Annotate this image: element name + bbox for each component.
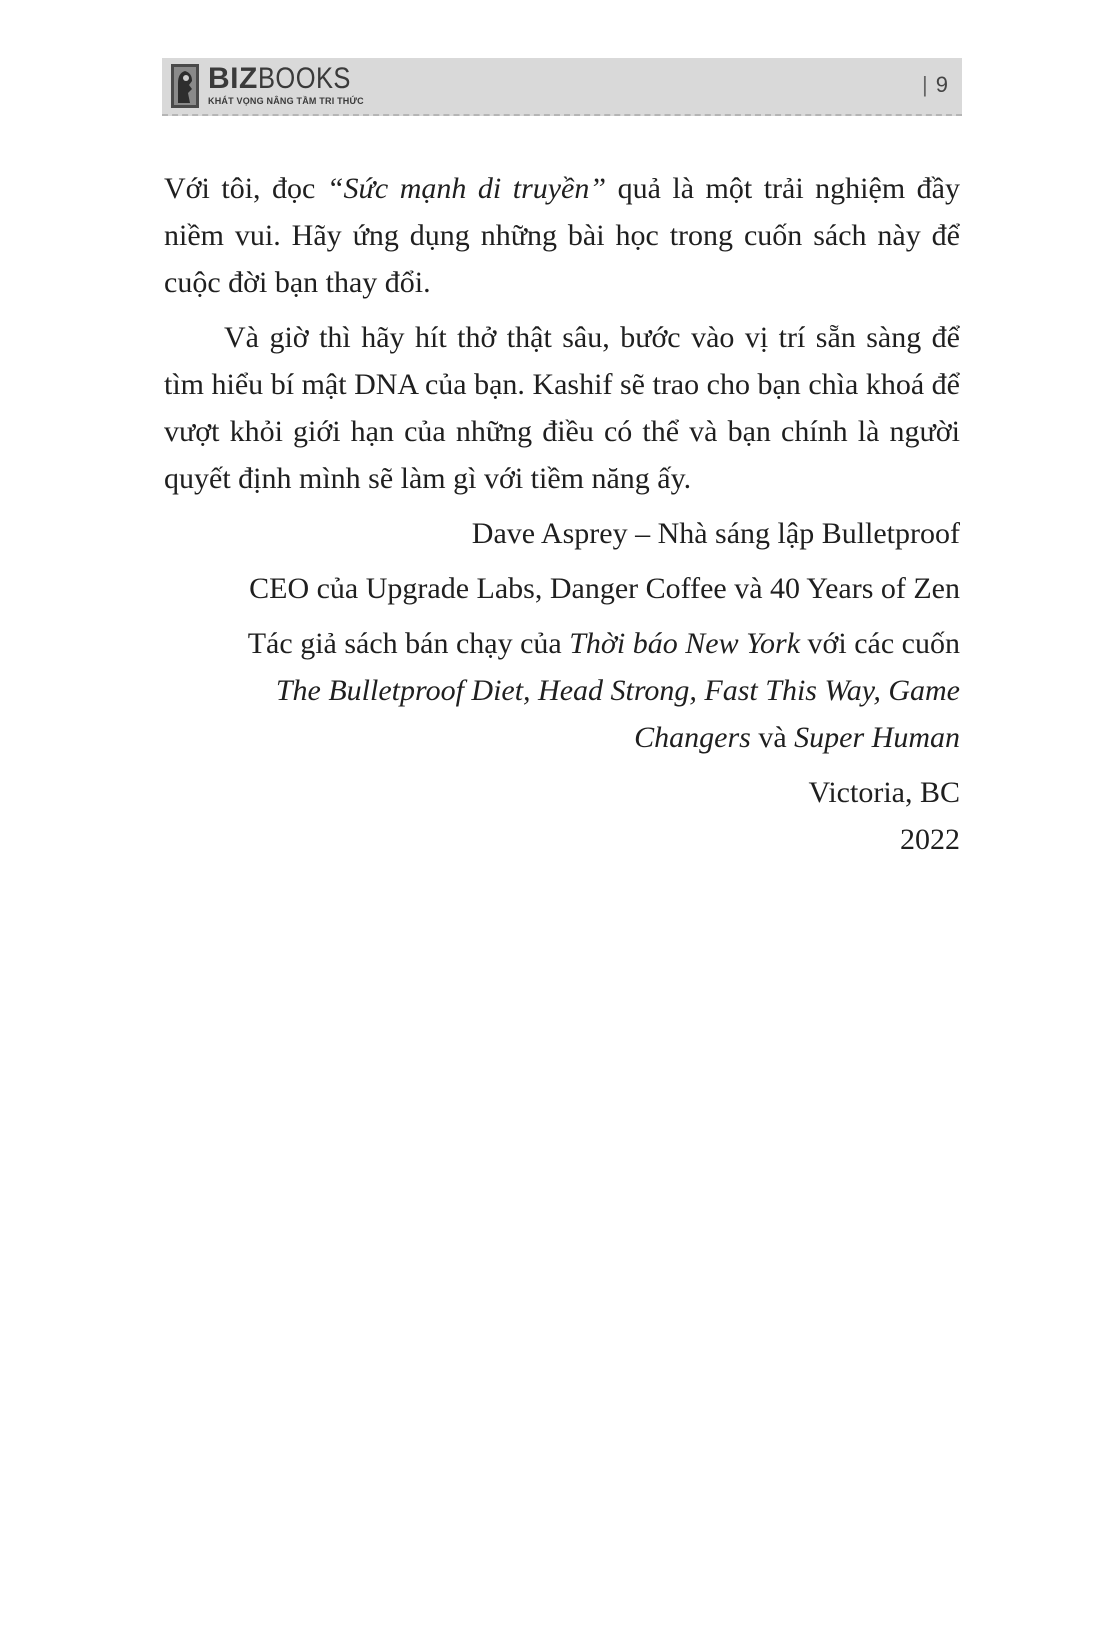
logo-wordmark: BIZBOOKS — [208, 62, 351, 95]
logo-tagline: KHÁT VỌNG NÂNG TẦM TRI THỨC — [208, 96, 364, 106]
signature-books-line: The Bulletproof Diet, Head Strong, Fast This Way, Game — [275, 674, 960, 707]
page-body — [164, 165, 960, 871]
bizbooks-logo-icon — [170, 63, 200, 109]
page-number: | 9 — [922, 72, 948, 97]
signature-author-line: Tác giả sách bán chạy của Thời báo New York với các cuốn — [247, 627, 960, 660]
paragraph-1: Với tôi, đọc “Sức mạnh di truyền” quả là một trải nghiệm đầy niềm vui. Hãy ứng dụng những bài học trong cuốn sách này để cuộc đời bạn thay đổi. — [164, 172, 960, 299]
signature-titles: CEO của Upgrade Labs, Danger Coffee và 40 Years of Zen — [249, 572, 960, 605]
signature-year: 2022 — [900, 823, 960, 856]
paragraph-2: Và giờ thì hãy hít thở thật sâu, bước vào vị trí sẵn sàng để tìm hiểu bí mật DNA của bạn. Kashif sẽ trao cho bạn chìa khoá để vượt khỏi giới hạn của những điều có thể và bạn chính là người quyết định mình sẽ làm gì với tiềm năng ấy. — [164, 321, 960, 495]
page-header — [162, 58, 962, 116]
signature-place: Victoria, BC — [808, 776, 960, 809]
signature-name: Dave Asprey – Nhà sáng lập Bulletproof — [471, 517, 960, 550]
signature-books-line-2: Changers và Super Human — [634, 721, 960, 754]
